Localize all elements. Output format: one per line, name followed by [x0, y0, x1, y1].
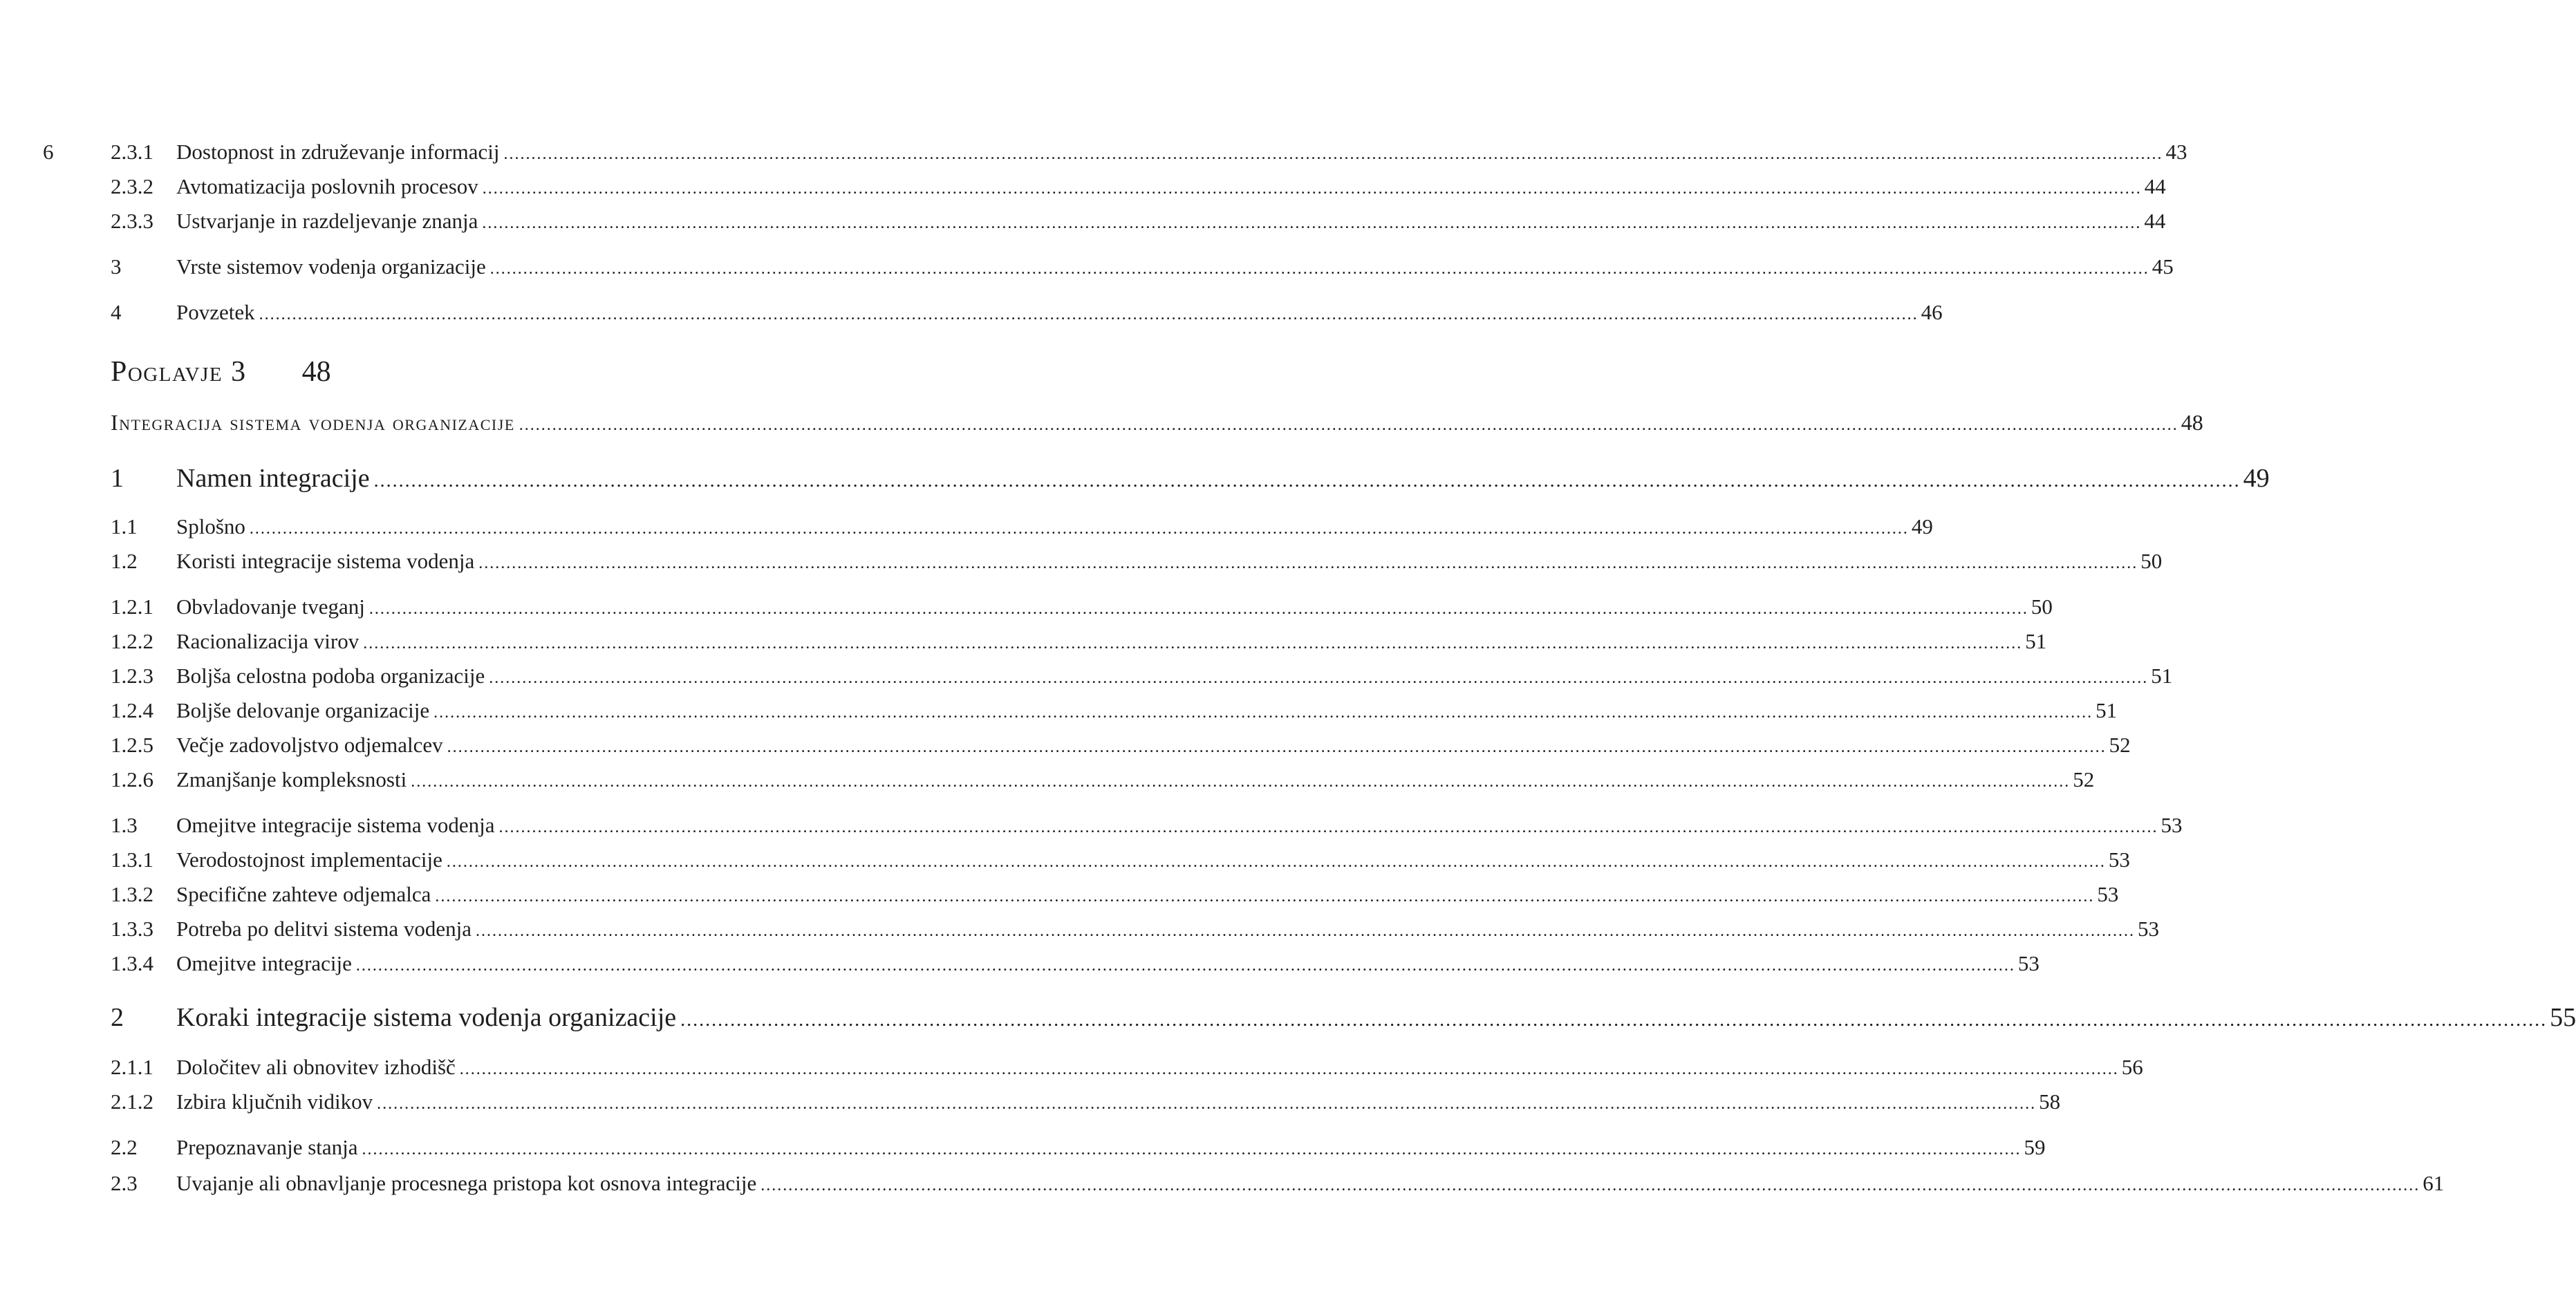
- dot-leader: ............................................................................................................................................................................................................................................................................................................: [446, 853, 2106, 871]
- entry-page: 46: [1921, 300, 1943, 324]
- entry-number: 1.3.1: [111, 847, 153, 872]
- entry-page: 50: [2031, 594, 2053, 619]
- entry-number: 1.1: [111, 514, 138, 538]
- entry-number: 2.3.2: [111, 174, 153, 198]
- entry-number: 1.2.1: [111, 594, 153, 619]
- entry-page: 49: [1911, 514, 1933, 538]
- entry-page: 44: [2144, 209, 2166, 233]
- entry-page: 53: [2017, 951, 2040, 975]
- toc-entry[interactable]: [111, 171, 2166, 205]
- toc-entry[interactable]: [111, 809, 2183, 843]
- entry-number: 1.2.3: [111, 664, 153, 688]
- toc-entry[interactable]: [111, 660, 2173, 694]
- dot-leader: ............................................................................................................................................................................................................................................................................................................: [680, 1009, 2548, 1031]
- entry-number: 2.3: [111, 1171, 138, 1195]
- toc-entry[interactable]: [111, 1132, 2046, 1165]
- dot-leader: ............................................................................................................................................................................................................................................................................................................: [373, 470, 2241, 491]
- entry-title: Uvajanje ali obnavljanje procesnega pristopa kot osnova integracije: [176, 1171, 757, 1195]
- dot-leader: ............................................................................................................................................................................................................................................................................................................: [377, 1095, 2037, 1113]
- dot-leader: ............................................................................................................................................................................................................................................................................................................: [476, 922, 2136, 940]
- toc-entry[interactable]: [111, 205, 2166, 239]
- entry-title: Boljša celostna podoba organizacije: [176, 664, 485, 688]
- entry-page: 51: [2151, 664, 2173, 688]
- dot-leader: ............................................................................................................................................................................................................................................................................................................: [489, 669, 2149, 687]
- entry-title: Verodostojnost implementacije: [176, 847, 442, 872]
- entry-page: 50: [2140, 549, 2163, 573]
- entry-title: Specifične zahteve odjemalca: [176, 882, 431, 906]
- entry-number: 1.2.5: [111, 733, 153, 757]
- entry-page: 52: [2109, 733, 2131, 757]
- entry-title: Določitev ali obnovitev izhodišč: [176, 1055, 456, 1079]
- toc-entry[interactable]: [111, 948, 2040, 982]
- entry-title: Koraki integracije sistema vodenja organizacije: [176, 1003, 677, 1032]
- entry-title: Potreba po delitvi sistema vodenja: [176, 917, 472, 941]
- entry-number: 2: [111, 1003, 124, 1032]
- entry-title: Povzetek: [176, 300, 255, 324]
- toc-entry[interactable]: [111, 729, 2131, 763]
- entry-title: Večje zadovoljstvo odjemalcev: [176, 733, 443, 757]
- toc-entry[interactable]: [111, 879, 2119, 912]
- dot-leader: ............................................................................................................................................................................................................................................................................................................: [482, 214, 2142, 232]
- page-number: 6: [43, 140, 54, 164]
- entry-page: 51: [2096, 698, 2118, 722]
- entry-number: 2.3.1: [111, 140, 153, 164]
- dot-leader: ............................................................................................................................................................................................................................................................................................................: [760, 1177, 2420, 1194]
- entry-page: 53: [2097, 882, 2119, 906]
- dot-leader: ............................................................................................................................................................................................................................................................................................................: [482, 180, 2142, 198]
- dot-leader: ............................................................................................................................................................................................................................................................................................................: [519, 416, 2178, 434]
- entry-number: 1.2: [111, 549, 138, 573]
- dot-leader: ............................................................................................................................................................................................................................................................................................................: [435, 888, 2095, 906]
- toc-entry[interactable]: [111, 1086, 2061, 1120]
- dot-leader: ............................................................................................................................................................................................................................................................................................................: [498, 818, 2158, 836]
- toc-entry[interactable]: [111, 1168, 2445, 1201]
- entry-page: 44: [2144, 174, 2166, 198]
- toc-entry[interactable]: [111, 136, 2187, 170]
- entry-title: Dostopnost in združevanje informacij: [176, 140, 500, 164]
- dot-leader: ............................................................................................................................................................................................................................................................................................................: [249, 520, 1909, 538]
- toc-entry[interactable]: [111, 626, 2047, 659]
- dot-leader: ............................................................................................................................................................................................................................................................................................................: [259, 306, 1919, 324]
- toc-entry[interactable]: [111, 511, 1933, 545]
- entry-page: 51: [2025, 629, 2047, 653]
- entry-title: Koristi integracije sistema vodenja: [176, 549, 475, 573]
- entry-title: Boljše delovanje organizacije: [176, 698, 430, 722]
- entry-title: Omejitve integracije: [176, 951, 352, 975]
- toc-entry[interactable]: [111, 764, 2095, 798]
- entry-title: Obvladovanje tveganj: [176, 594, 365, 619]
- dot-leader: ............................................................................................................................................................................................................................................................................................................: [447, 738, 2107, 756]
- entry-number: 2.1.2: [111, 1089, 153, 1114]
- entry-number: 4: [111, 300, 122, 324]
- entry-title: Vrste sistemov vodenja organizacije: [176, 254, 486, 279]
- toc-entry[interactable]: [111, 591, 2053, 625]
- entry-page: 53: [2138, 917, 2160, 941]
- entry-number: 1.3.4: [111, 951, 153, 975]
- entry-number: 1.2.4: [111, 698, 153, 722]
- dot-leader: ............................................................................................................................................................................................................................................................................................................: [411, 773, 2071, 791]
- entry-title: Ustvarjanje in razdeljevanje znanja: [176, 209, 478, 233]
- entry-number: 1.3.2: [111, 882, 153, 906]
- dot-leader: ............................................................................................................................................................................................................................................................................................................: [363, 635, 2023, 653]
- dot-leader: ............................................................................................................................................................................................................................................................................................................: [355, 957, 2015, 975]
- entry-title: Omejitve integracije sistema vodenja: [176, 813, 495, 837]
- entry-title: Prepoznavanje stanja: [176, 1135, 358, 1159]
- entry-number: 1.2.6: [111, 767, 153, 791]
- entry-page: 53: [2160, 813, 2183, 837]
- entry-title: Izbira ključnih vidikov: [176, 1089, 373, 1114]
- dot-leader: ............................................................................................................................................................................................................................................................................................................: [503, 145, 2163, 163]
- dot-leader: ............................................................................................................................................................................................................................................................................................................: [368, 600, 2028, 618]
- entry-number: 2.3.3: [111, 209, 153, 233]
- dot-leader: ............................................................................................................................................................................................................................................................................................................: [459, 1060, 2119, 1078]
- toc-entry[interactable]: [111, 251, 2174, 285]
- entry-number: 1.3.3: [111, 917, 153, 941]
- entry-page: 45: [2152, 254, 2174, 279]
- chapter-title-entry[interactable]: [111, 406, 2203, 442]
- entry-title: Splošno: [176, 514, 245, 538]
- entry-number: 2.1.1: [111, 1055, 153, 1079]
- toc-entry[interactable]: [111, 1051, 2143, 1085]
- toc-entry[interactable]: [111, 844, 2130, 878]
- entry-page: 43: [2165, 140, 2187, 164]
- chapter-label: Poglavje 3: [111, 356, 247, 388]
- chapter-page: 48: [301, 356, 331, 388]
- dot-leader: ............................................................................................................................................................................................................................................................................................................: [478, 554, 2138, 572]
- toc-entry[interactable]: [111, 297, 1943, 330]
- entry-page: 53: [2108, 847, 2130, 872]
- toc-entry[interactable]: [111, 545, 2163, 579]
- chapter-heading: [111, 351, 331, 393]
- toc-section-entry[interactable]: [111, 460, 2270, 500]
- entry-page: 49: [2243, 464, 2270, 493]
- entry-page: 52: [2073, 767, 2095, 791]
- entry-number: 3: [111, 254, 122, 279]
- entry-page: 61: [2423, 1171, 2445, 1195]
- entry-page: 55: [2550, 1003, 2576, 1032]
- entry-title: Avtomatizacija poslovnih procesov: [176, 174, 478, 198]
- toc-section-entry[interactable]: [111, 999, 2576, 1039]
- entry-number: 2.2: [111, 1135, 138, 1159]
- chapter-title: Integracija sistema vodenja organizacije: [111, 410, 515, 435]
- entry-page: 59: [2024, 1135, 2046, 1159]
- entry-page: 48: [2181, 410, 2203, 435]
- entry-title: Racionalizacija virov: [176, 629, 360, 653]
- dot-leader: ............................................................................................................................................................................................................................................................................................................: [433, 704, 2093, 722]
- entry-number: 1: [111, 464, 124, 493]
- entry-title: Zmanjšanje kompleksnosti: [176, 767, 407, 791]
- toc-entry[interactable]: [111, 913, 2160, 947]
- toc-entry[interactable]: [111, 695, 2118, 729]
- dot-leader: ............................................................................................................................................................................................................................................................................................................: [489, 260, 2149, 278]
- dot-leader: ............................................................................................................................................................................................................................................................................................................: [362, 1141, 2022, 1159]
- entry-title: Namen integracije: [176, 464, 370, 493]
- entry-page: 56: [2121, 1055, 2143, 1079]
- entry-number: 1.3: [111, 813, 138, 837]
- entry-number: 1.2.2: [111, 629, 153, 653]
- entry-page: 58: [2039, 1089, 2061, 1114]
